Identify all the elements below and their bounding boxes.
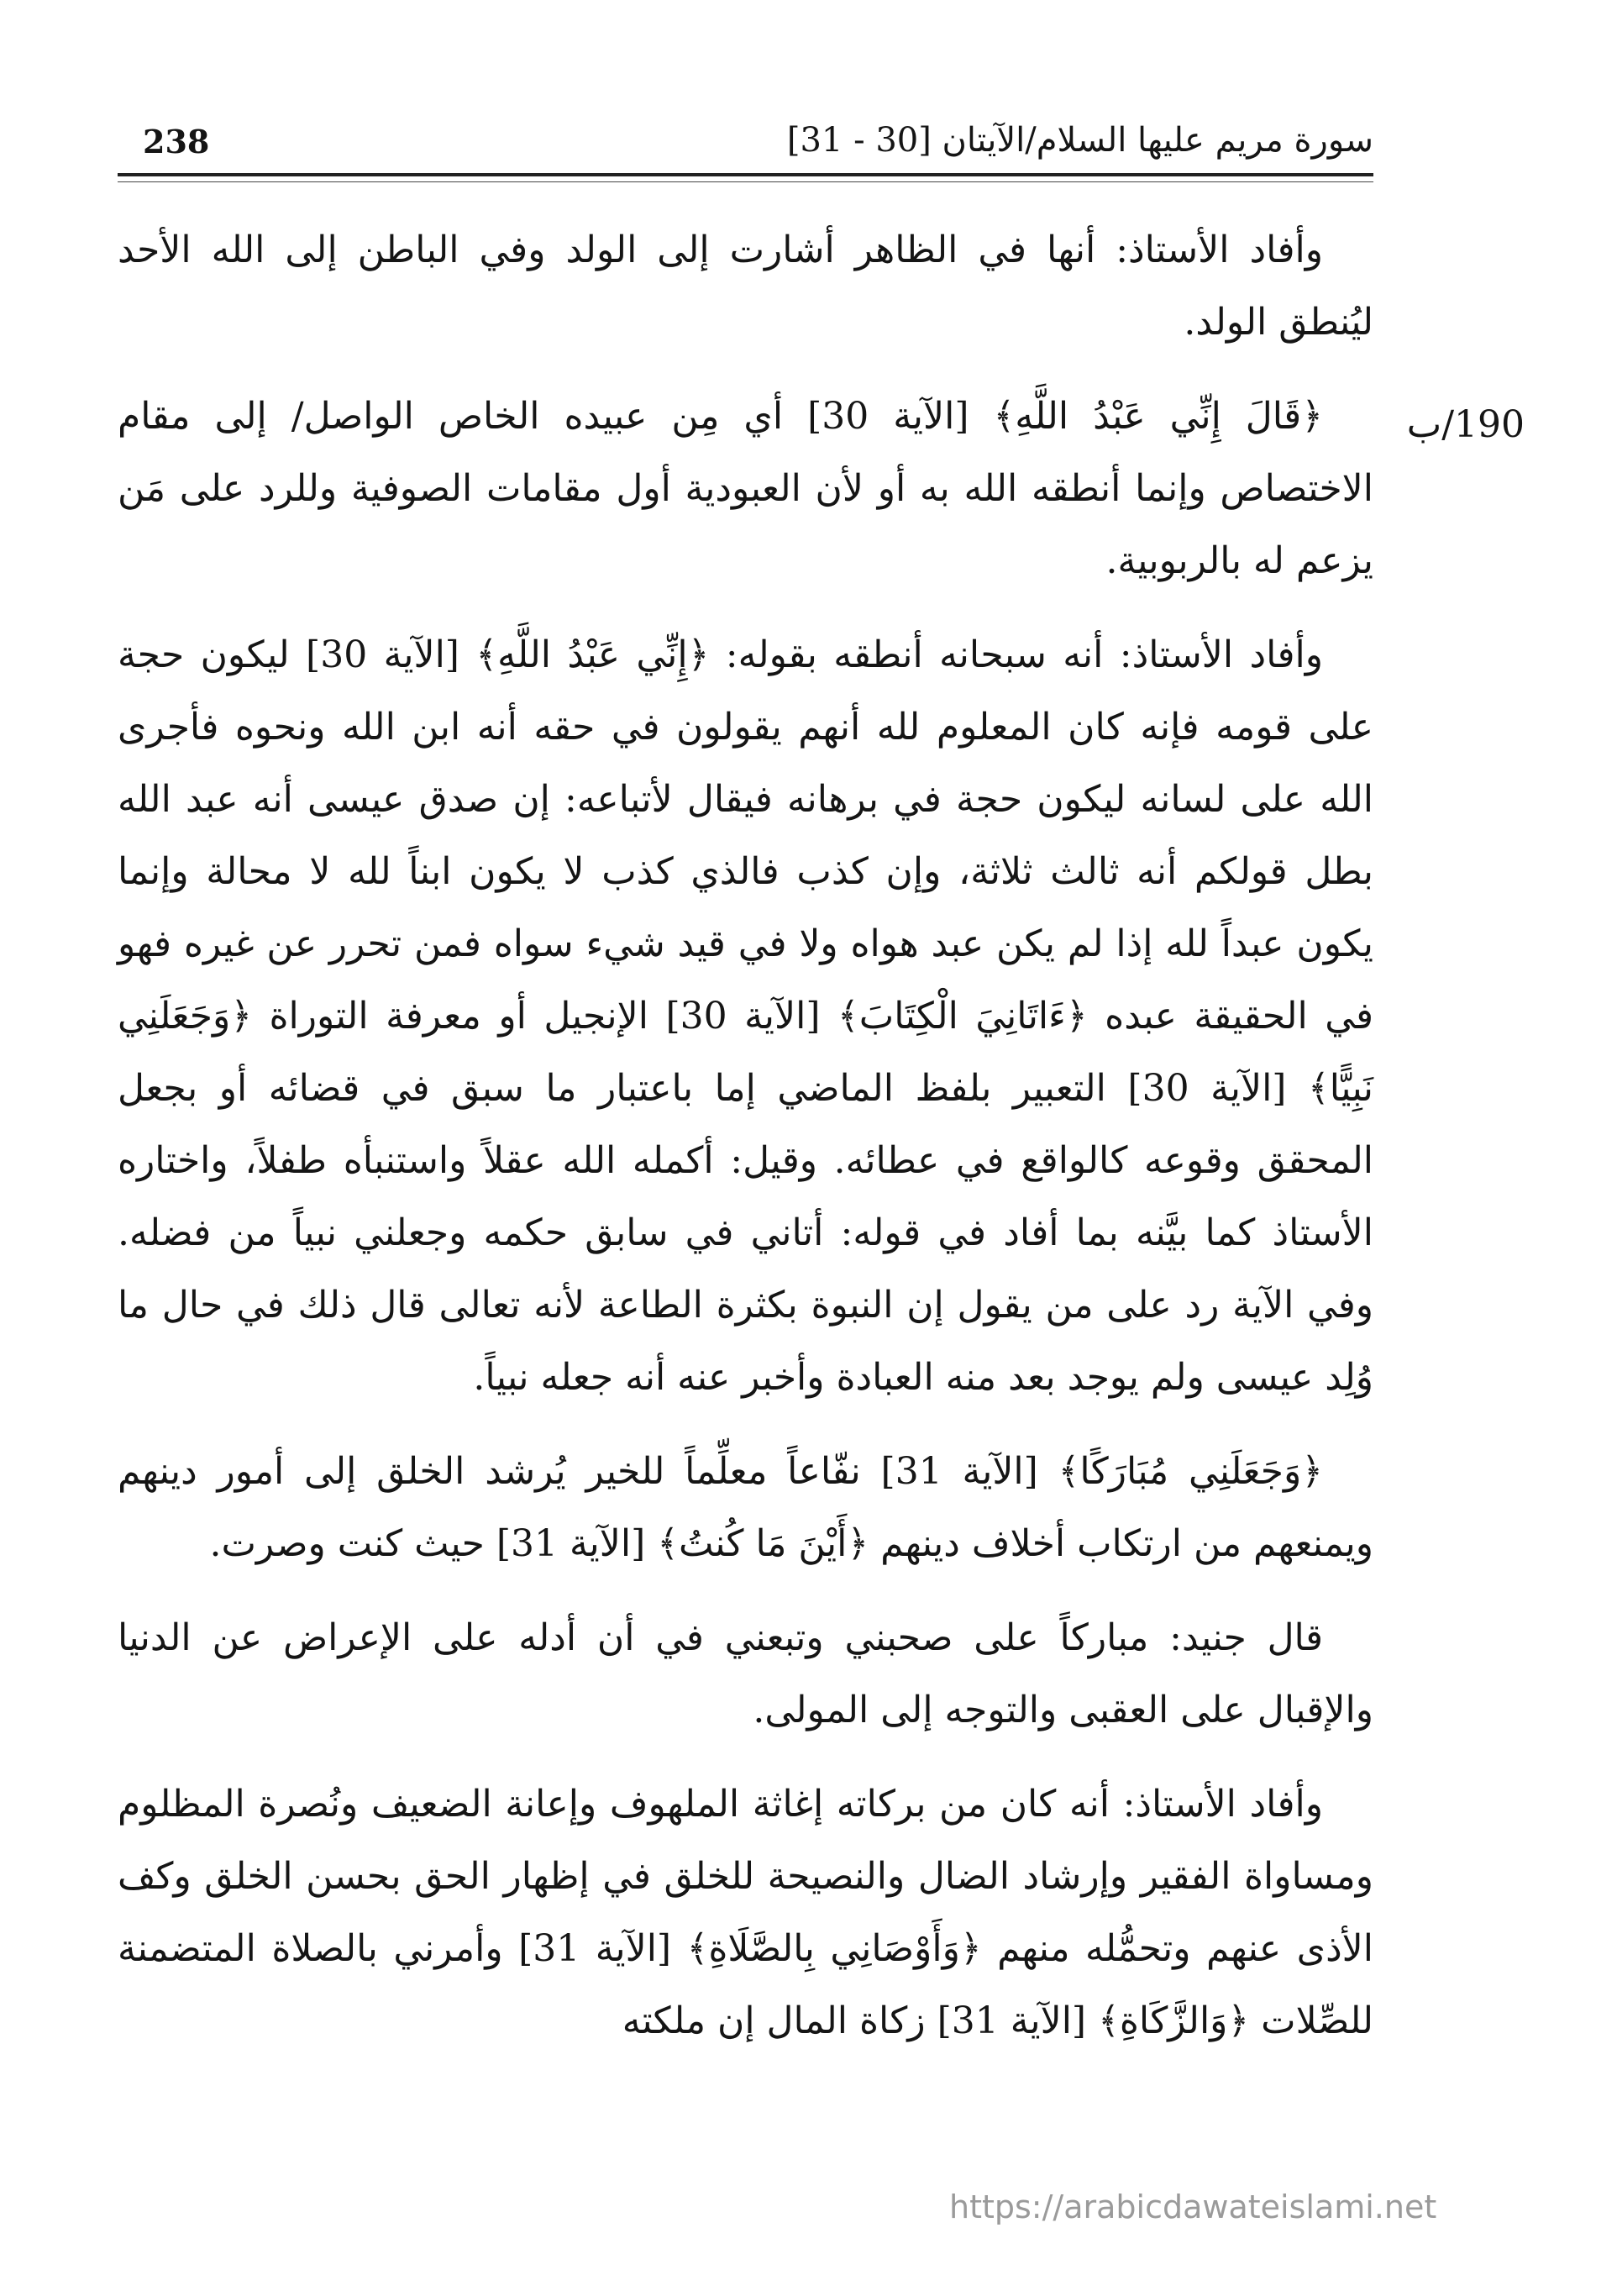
margin-folio-note: 190/ب bbox=[1406, 403, 1525, 446]
header-rule-thin bbox=[118, 181, 1373, 182]
paragraph: وأفاد الأستاذ: أنه كان من بركاته إغاثة الملهوف وإعانة الضعيف ونُصرة المظلوم ومساواة الفقير وإرشاد الضال والنصيحة للخلق في إظهار الحق بحسن الخلق وكف الأذى عنهم وتحمُّله منهم ﴿وَأَوْصَانِي بِالصَّلَاةِ﴾ [الآية 31] وأمرني بالصلاة المتضمنة للصِّلات ﴿وَالزَّكَاةِ﴾ [الآية 31] زكاة المال إن ملكته bbox=[118, 1783, 1373, 2042]
running-title: سورة مريم عليها السلام/الآيتان [30 - 31] bbox=[786, 121, 1373, 160]
source-watermark: https://arabicdawateislami.net bbox=[949, 2188, 1437, 2225]
page-header bbox=[118, 118, 1373, 168]
paragraph: ﴿قَالَ إِنِّي عَبْدُ اللَّهِ﴾ [الآية 30] أي مِن عبيده الخاص الواصل/ إلى مقام الاختصاص وإنما أنطقه الله به أو لأن العبودية أول مقامات الصوفية وللرد على مَن يزعم له بالربوبية. bbox=[118, 395, 1373, 582]
paragraph: ﴿وَجَعَلَنِي مُبَارَكًا﴾ [الآية 31] نفّاعاً معلِّماً للخير يُرشد الخلق إلى أمور دينهم ويمنعهم من ارتكاب أخلاف دينهم ﴿أَيْنَ مَا كُنتُ﴾ [الآية 31] حيث كنت وصرت. bbox=[118, 1450, 1373, 1565]
paragraph: قال جنيد: مباركاً على صحبني وتبعني في أن أدله على الإعراض عن الدنيا والإقبال على العقبى والتوجه إلى المولى. bbox=[118, 1616, 1373, 1731]
paragraph: وأفاد الأستاذ: أنها في الظاهر أشارت إلى الولد وفي الباطن إلى الله الأحد ليُنطق الولد. bbox=[118, 229, 1373, 344]
page-body bbox=[118, 214, 1373, 2079]
page-number: 238 bbox=[143, 123, 210, 160]
paragraph: وأفاد الأستاذ: أنه سبحانه أنطقه بقوله: ﴿إِنِّي عَبْدُ اللَّهِ﴾ [الآية 30] ليكون حجة على قومه فإنه كان المعلوم لله أنهم يقولون في حقه أنه ابن الله ونحوه فأجرى الله على لسانه ليكون حجة في برهانه فيقال لأتباعه: إن صدق عيسى أنه عبد الله بطل قولكم أنه ثالث ثلاثة، وإن كذب فالذي كذب لا يكون ابناً لله لا محالة وإنما يكون عبداً لله إذا لم يكن عبد هواه ولا في قيد شيء سواه فمن تحرر عن غيره فهو في الحقيقة عبده ﴿ءَاتَانِيَ الْكِتَابَ﴾ [الآية 30] الإنجيل أو معرفة التوراة ﴿وَجَعَلَنِي نَبِيًّا﴾ [الآية 30] التعبير بلفظ الماضي إما باعتبار ما سبق في قضائه أو بجعل المحقق وقوعه كالواقع في عطائه. وقيل: أكمله الله عقلاً واستنبأه طفلاً، واختاره الأستاذ كما بيَّنه بما أفاد في قوله: أتاني في سابق حكمه وجعلني نبياً من فضله. وفي الآية رد على من يقول إن النبوة بكثرة الطاعة لأنه تعالى قال ذلك في حال ما وُلِد عيسى ولم يوجد بعد منه العبادة وأخبر عنه أنه جعله نبياً. bbox=[118, 633, 1374, 1399]
header-rule bbox=[118, 173, 1373, 176]
